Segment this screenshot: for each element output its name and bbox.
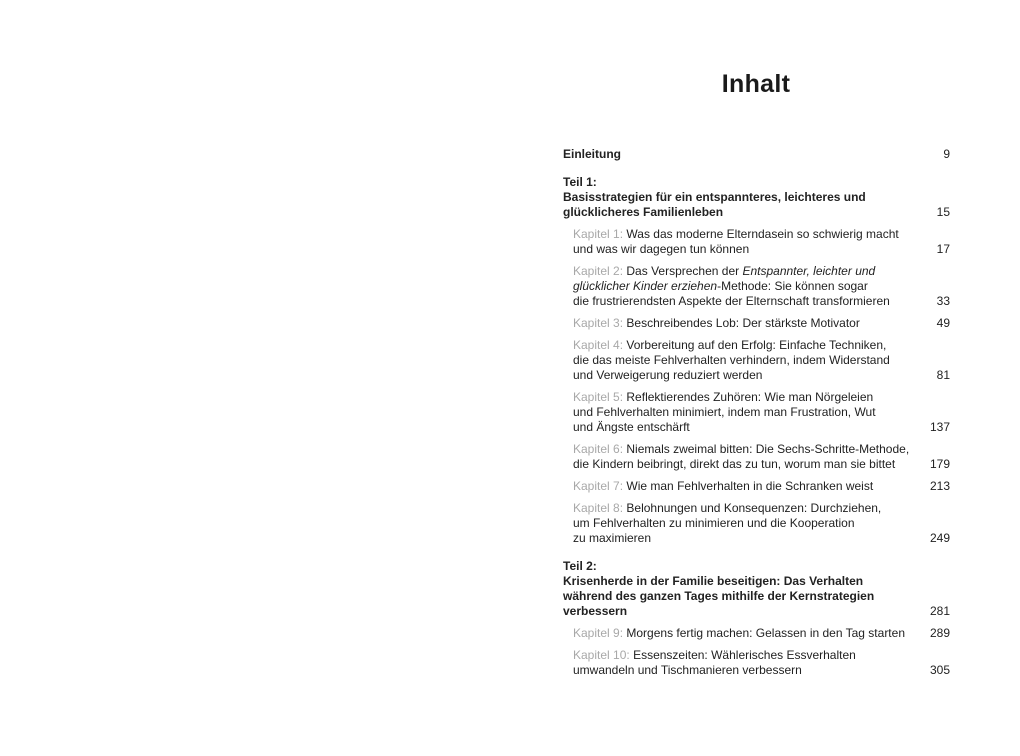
page-number: 137	[929, 420, 950, 434]
toc-chapter-7[interactable]	[573, 479, 950, 494]
chapter-title-line: Vorbereitung auf den Erfolg: Einfache Techniken,	[626, 338, 887, 352]
chapter-label: Kapitel 9:	[573, 626, 624, 640]
part-title-line: während des ganzen Tages mithilfe der Kernstrategien	[563, 589, 875, 603]
chapter-title-line: Essenszeiten: Wählerisches Essverhalten	[633, 648, 856, 662]
chapter-title-line: Reflektierendes Zuhören: Wie man Nörgeleien	[626, 390, 874, 404]
part-title-line: Basisstrategien für ein entspannteres, leichteres und	[563, 190, 866, 204]
chapter-title-line: umwandeln und Tischmanieren verbessern	[573, 663, 802, 677]
page-number: 15	[936, 205, 950, 219]
chapter-title-segment: Das Versprechen der	[626, 264, 743, 278]
page-number: 213	[929, 479, 950, 493]
part-title-line: glücklicheres Familienleben	[563, 205, 724, 219]
toc-chapter-4[interactable]	[573, 338, 950, 383]
chapter-label: Kapitel 7:	[573, 479, 624, 493]
chapter-label: Kapitel 5:	[573, 390, 624, 404]
entry-title: Einleitung	[563, 147, 621, 161]
toc-chapter-9[interactable]	[573, 626, 950, 641]
toc-part-1[interactable]	[563, 175, 950, 220]
chapter-title-line: die frustrierendsten Aspekte der Elternschaft transformieren	[573, 294, 890, 308]
chapter-title-line: die das meiste Fehlverhalten verhindern, indem Widerstand	[573, 353, 890, 367]
chapter-title-line: Beschreibendes Lob: Der stärkste Motivator	[626, 316, 860, 330]
toc-entry-einleitung[interactable]	[563, 147, 950, 162]
chapter-title-line: Morgens fertig machen: Gelassen in den Tag starten	[626, 626, 905, 640]
chapter-label: Kapitel 8:	[573, 501, 624, 515]
part-title-line: Krisenherde in der Familie beseitigen: Das Verhalten	[563, 574, 864, 588]
toc-chapter-3[interactable]	[573, 316, 950, 331]
chapter-title-line: zu maximieren	[573, 531, 652, 545]
chapter-title-italic: glücklicher Kinder erziehen	[573, 279, 718, 293]
chapter-title-line: Niemals zweimal bitten: Die Sechs-Schritte-Methode,	[626, 442, 910, 456]
page-number: 249	[929, 531, 950, 545]
page-number: 9	[943, 147, 950, 161]
toc-chapter-6[interactable]	[573, 442, 950, 472]
chapter-label: Kapitel 6:	[573, 442, 624, 456]
chapter-label: Kapitel 1:	[573, 227, 624, 241]
page-title: Inhalt	[721, 70, 791, 98]
chapter-title-line: um Fehlverhalten zu minimieren und die Kooperation	[573, 516, 855, 530]
part-label: Teil 2:	[563, 559, 597, 573]
page-number: 49	[936, 316, 950, 330]
page-number: 305	[929, 663, 950, 677]
chapter-label: Kapitel 3:	[573, 316, 624, 330]
chapter-title-line: und Verweigerung reduziert werden	[573, 368, 763, 382]
chapter-title-line: und was wir dagegen tun können	[573, 242, 750, 256]
page-number: 33	[936, 294, 950, 308]
chapter-label: Kapitel 10:	[573, 648, 630, 662]
toc-chapter-8[interactable]	[573, 501, 950, 546]
toc-chapter-10[interactable]	[573, 648, 950, 678]
part-label: Teil 1:	[563, 175, 597, 189]
chapter-title-line: Was das moderne Elterndasein so schwierig macht	[626, 227, 899, 241]
part-title-line: verbessern	[563, 604, 628, 618]
page-number: 179	[929, 457, 950, 471]
chapter-title-line: und Ängste entschärft	[573, 420, 690, 434]
chapter-title-line: Wie man Fehlverhalten in die Schranken weist	[626, 479, 874, 493]
toc-chapter-5[interactable]	[573, 390, 950, 435]
page-number: 17	[936, 242, 950, 256]
toc-chapter-1[interactable]	[573, 227, 950, 257]
chapter-label: Kapitel 4:	[573, 338, 624, 352]
chapter-title-line: Belohnungen und Konsequenzen: Durchziehen,	[626, 501, 882, 515]
page-number: 281	[929, 604, 950, 618]
table-of-contents	[563, 147, 950, 678]
chapter-title-line: die Kindern beibringt, direkt das zu tun, worum man sie bittet	[573, 457, 896, 471]
page-number: 289	[929, 626, 950, 640]
toc-chapter-2[interactable]	[573, 264, 950, 309]
chapter-title-italic: Entspannter, leichter und	[742, 264, 876, 278]
chapter-label: Kapitel 2:	[573, 264, 624, 278]
chapter-title-segment: -Methode: Sie können sogar	[717, 279, 868, 293]
page-number: 81	[936, 368, 950, 382]
chapter-title-line: und Fehlverhalten minimiert, indem man Frustration, Wut	[573, 405, 876, 419]
toc-part-2[interactable]	[563, 559, 950, 619]
